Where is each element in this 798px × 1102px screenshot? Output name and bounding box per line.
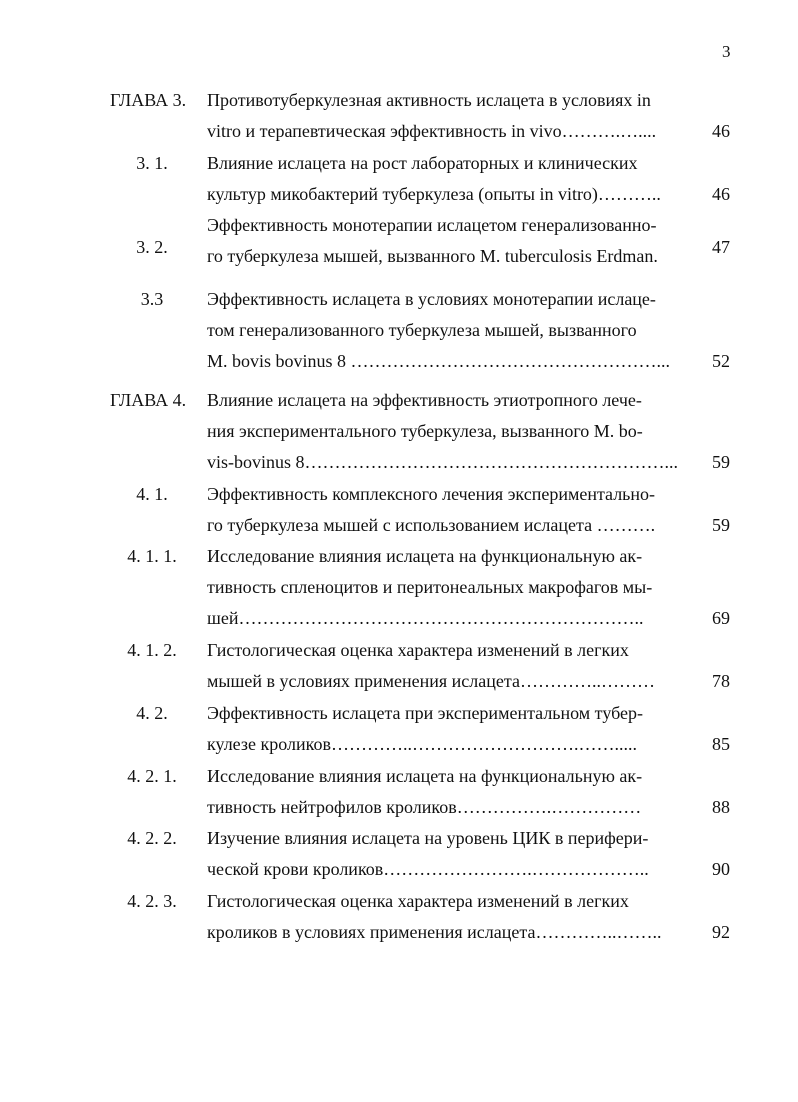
entry-title-line: кулезе кроликов…………..……………………….……..... [207,734,637,754]
entry-page: 52 [712,351,730,371]
entry-title-line: Гистологическая оценка характера изменений в легких [207,891,629,911]
entry-page: 59 [712,452,730,472]
entry-number: 3. 2. [136,237,168,257]
entry-title-line: ния экспериментального туберкулеза, вызванного M. bo- [207,421,643,441]
entry-number: 4. 2. [136,703,168,723]
entry-title-line: Исследование влияния ислацета на функциональную ак- [207,766,643,786]
entry-number: 4. 1. 2. [127,640,177,660]
entry-title-line: Влияние ислацета на эффективность этиотропного лече- [207,390,642,410]
entry-title-line: Эффективность монотерапии ислацетом генерализованно- [207,215,657,235]
entry-number: 4. 2. 3. [127,891,177,911]
entry-page: 90 [712,859,730,879]
entry-title-line: мышей в условиях применения ислацета…………..……… [207,671,655,691]
entry-number: 4. 2. 1. [127,766,177,786]
entry-page: 92 [712,922,730,942]
entry-title-line: Гистологическая оценка характера изменений в легких [207,640,629,660]
entry-number: ГЛАВА 4. [110,390,187,410]
entry-title-line: кроликов в условиях применения ислацета…………..…….. [207,922,662,942]
entry-title-line: ческой крови кроликов…………………….……………….. [207,859,649,879]
entry-title-line: Влияние ислацета на рост лабораторных и клинических [207,153,638,173]
entry-title-line: Эффективность ислацета при экспериментальном тубер- [207,703,643,723]
entry-title-line: тивность спленоцитов и перитонеальных макрофагов мы- [207,577,653,597]
entry-number: 3. 1. [136,153,168,173]
entry-title-line: Исследование влияния ислацета на функциональную ак- [207,546,643,566]
entry-page: 46 [712,184,730,204]
entry-title-line: Противотуберкулезная активность ислацета в условиях in [207,90,651,110]
entry-page: 78 [712,671,730,691]
entry-title-line: го туберкулеза мышей, вызванного M. tuberculosis Erdman. [207,246,658,266]
entry-title-line: культур микобактерий туберкулеза (опыты in vitro)……….. [207,184,661,204]
entry-title-line: Изучение влияния ислацета на уровень ЦИК в перифери- [207,828,649,848]
page-number: 3 [722,42,731,61]
entry-number: 4. 1. 1. [127,546,177,566]
entry-number: ГЛАВА 3. [110,90,187,110]
entry-title-line: том генерализованного туберкулеза мышей, вызванного [207,320,637,340]
entry-number: 3.3 [140,289,164,309]
entry-page: 88 [712,797,730,817]
entry-page: 46 [712,121,730,141]
entry-title-line: шей………………………………………………………….. [207,608,644,628]
entry-number: 4. 2. 2. [127,828,177,848]
entry-page: 69 [712,608,730,628]
entry-title-line: vis-bovinus 8……………………………………………………... [207,452,679,472]
entry-title-line: M. bovis bovinus 8 ……………………………………………... [207,351,671,371]
entry-title-line: го туберкулеза мышей с использованием ислацета ………. [207,515,656,535]
entry-title-line: Эффективность комплексного лечения экспериментально- [207,484,656,504]
entry-title-line: Эффективность ислацета в условиях монотерапии ислаце- [207,289,656,309]
entry-page: 59 [712,515,730,535]
entry-page: 85 [712,734,730,754]
entry-title-line: vitro и терапевтическая эффективность in vivo……….….... [207,121,657,141]
entry-page: 47 [712,237,730,257]
entry-number: 4. 1. [136,484,168,504]
entry-title-line: тивность нейтрофилов кроликов…………….…………… [207,797,642,817]
